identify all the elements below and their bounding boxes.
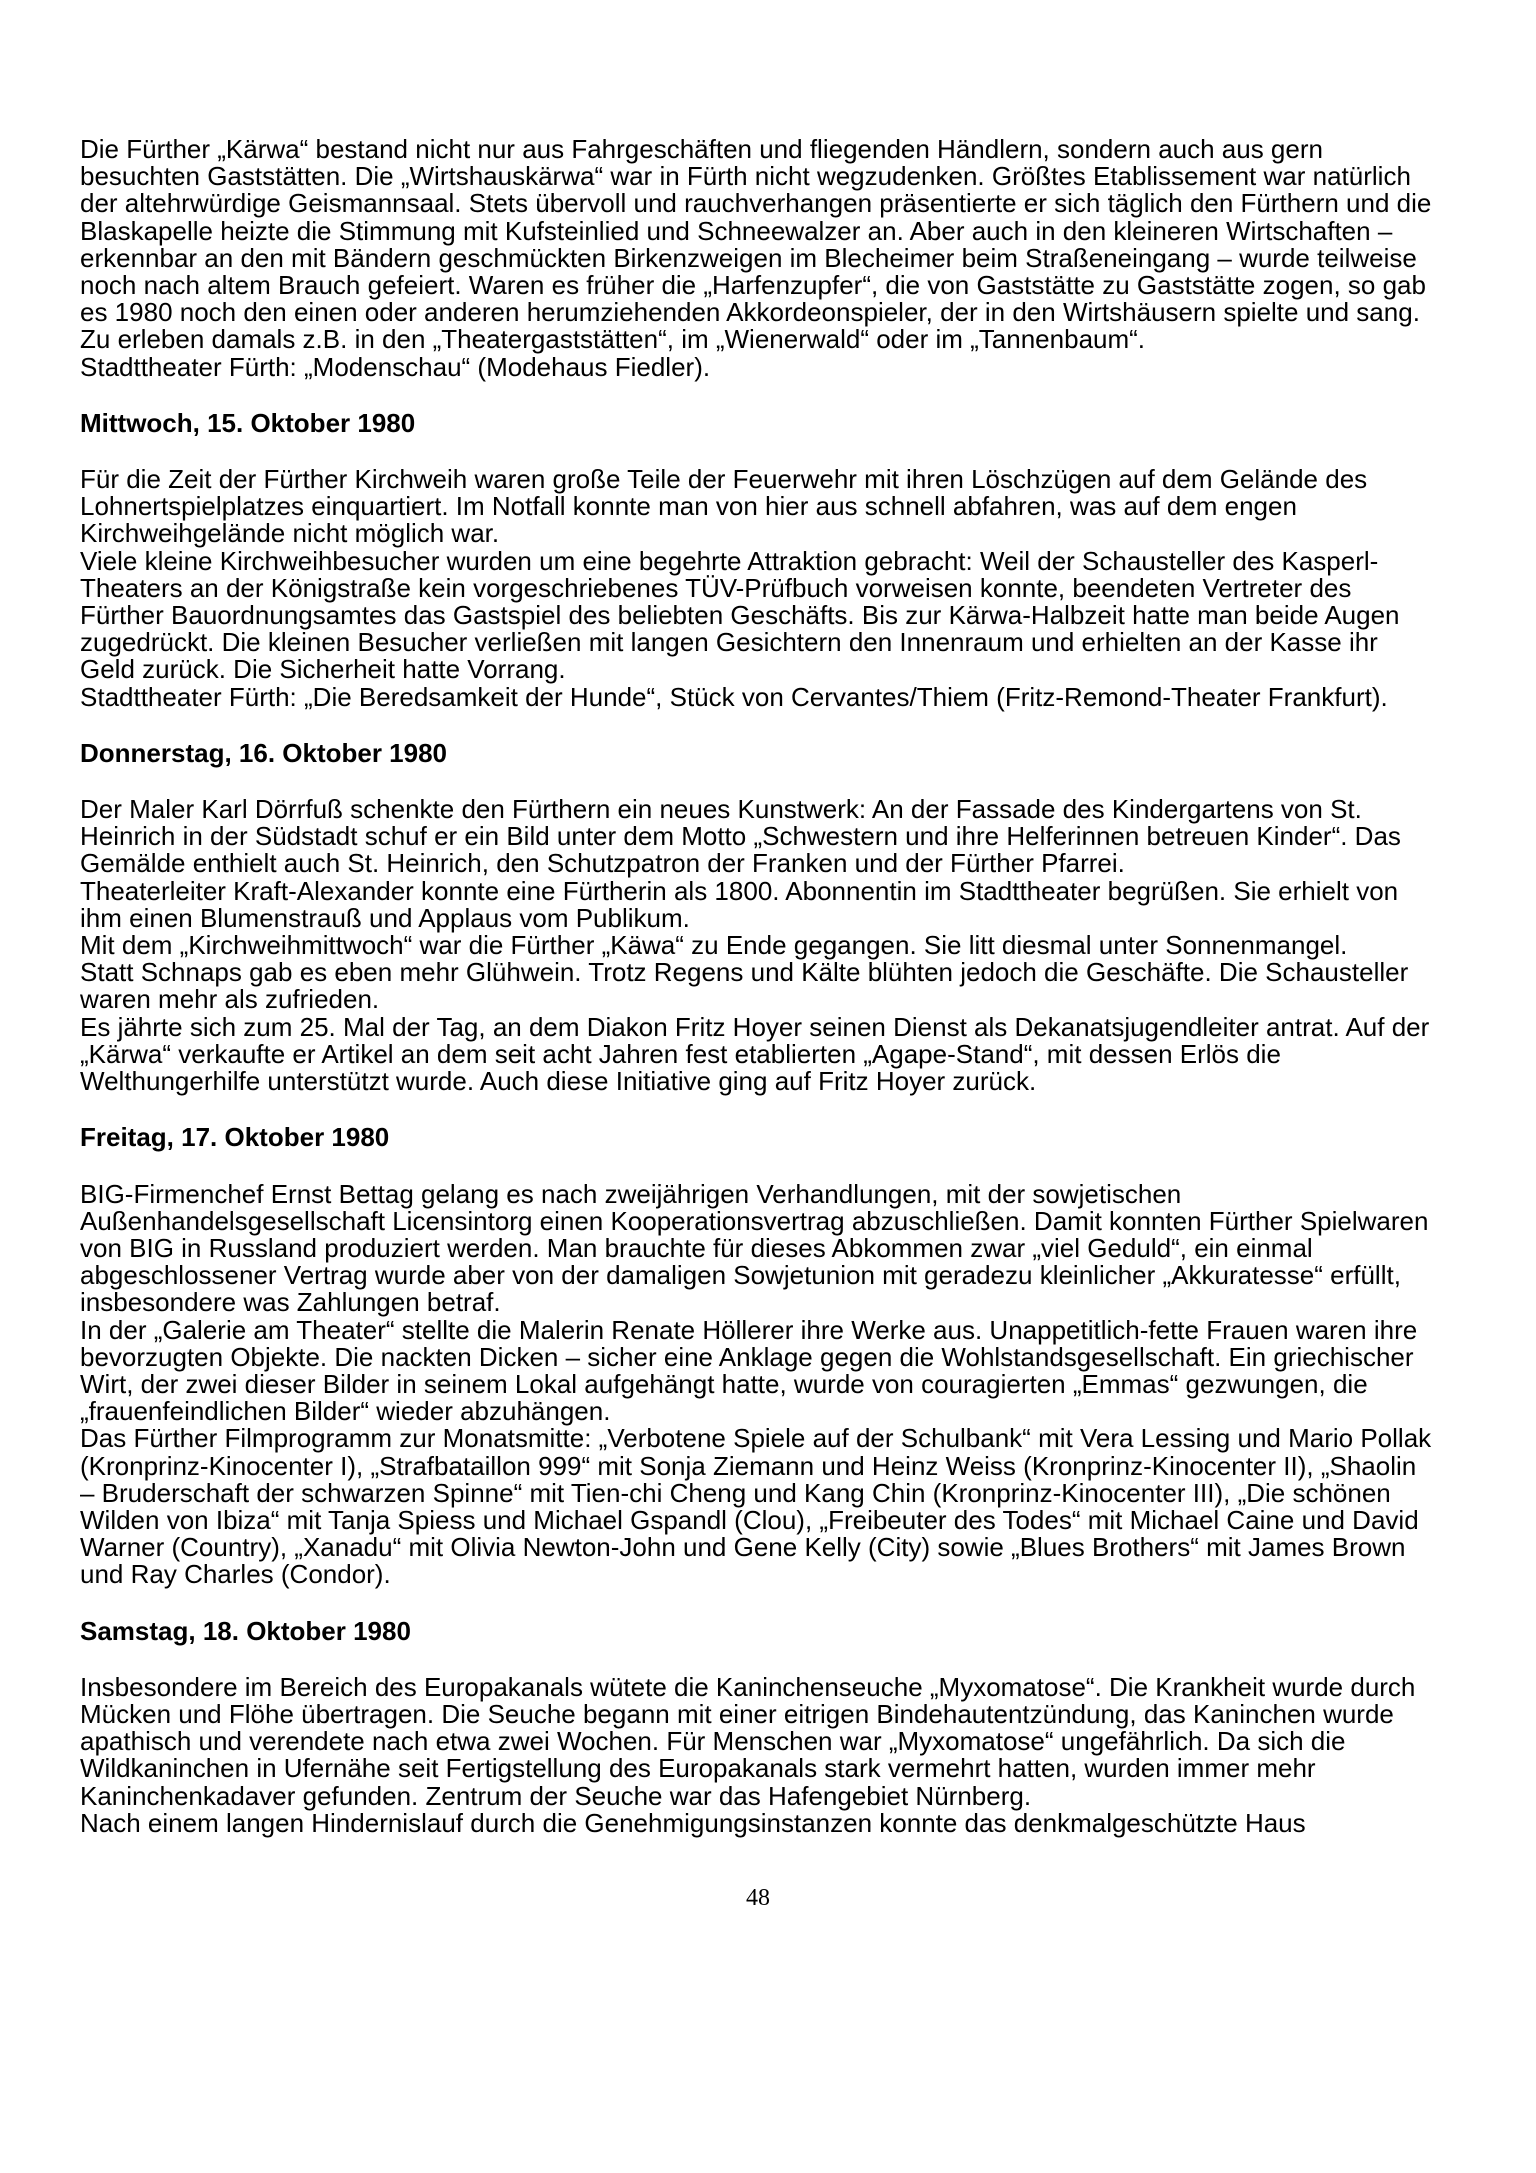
paragraph: Insbesondere im Bereich des Europakanals wütete die Kaninchenseuche „Myxomatose“. Die Krankheit wurde durch Mücken und Flöhe übertragen. Die Seuche begann mit einer eitrigen Bindehautentzündung, das Kaninchen wurde apathisch und verendete nach etwa zwei Wochen. Für Menschen war „Myxomatose“ ungefährlich. Da sich die Wildkaninchen in Ufernähe seit Fertigstellung des Europakanals stark vermehrt hatten, wurden immer mehr Kaninchenkadaver gefunden. Zentrum der Seuche war das Hafengebiet Nürnberg. <box>80 1671 1416 1811</box>
paragraph: BIG-Firmenchef Ernst Bettag gelang es nach zweijährigen Verhandlungen, mit der sowjetischen Außenhandelsgesellschaft Licensintorg einen Kooperationsvertrag abzuschließen. Damit konnten Fürther Spielwaren von BIG in Russland produziert werden. Man brauchte für dieses Abkommen zwar „viel Geduld“, ein einmal abgeschlossener Vertrag wurde aber von der damaligen Sowjetunion mit geradezu kleinlicher „Akkuratesse“ erfüllt, insbesondere was Zahlungen betraf. <box>80 1178 1429 1318</box>
paragraph: Stadttheater Fürth: „Die Beredsamkeit der Hunde“, Stück von Cervantes/Thiem (Fritz-Remond-Theater Frankfurt). <box>80 681 1388 712</box>
paragraph: Es jährte sich zum 25. Mal der Tag, an dem Diakon Fritz Hoyer seinen Dienst als Dekanatsjugendleiter antrat. Auf der „Kärwa“ verkaufte er Artikel an dem seit acht Jahren fest etablierten „Agape-Stand“, mit dessen Erlös die Welthungerhilfe unterstützt wurde. Auch diese Initiative ging auf Fritz Hoyer zurück. <box>80 1011 1430 1097</box>
paragraph: Theaterleiter Kraft-Alexander konnte eine Fürtherin als 1800. Abonnentin im Stadttheater begrüßen. Sie erhielt von ihm einen Blumenstrauß und Applaus vom Publikum. <box>80 875 1399 933</box>
paragraph: Für die Zeit der Fürther Kirchweih waren große Teile der Feuerwehr mit ihren Löschzügen auf dem Gelände des Lohnertspielplatzes einquartiert. Im Notfall konnte man von hier aus schnell abfahren, was auf dem engen Kirchweihgelände nicht möglich war. <box>80 464 1368 549</box>
section-heading: Samstag, 18. Oktober 1980 <box>80 1615 411 1646</box>
paragraph: Nach einem langen Hindernislauf durch die Genehmigungsinstanzen konnte das denkmalgeschützte Haus <box>80 1807 1306 1838</box>
paragraph: Das Fürther Filmprogramm zur Monatsmitte: „Verbotene Spiele auf der Schulbank“ mit Vera Lessing und Mario Pollak (Kronprinz-Kinocenter I), „Strafbataillon 999“ mit Sonja Ziemann und Heinz Weiss (Kronprinz-Kinocenter II), „Shaolin – Bruderschaft der schwarzen Spinne“ mit Tien-chi Cheng und Kang Chin (Kronprinz-Kinocenter III), „Die schönen Wilden von Ibiza“ mit Tanja Spiess und Michael Gspandl (Clou), „Freibeuter des Todes“ mit Michael Caine und David Warner (Country), „Xanadu“ mit Olivia Newton-John und Gene Kelly (City) sowie „Blues Brothers“ mit James Brown und Ray Charles (Condor). <box>80 1423 1432 1590</box>
page-number: 48 <box>746 1884 770 1911</box>
paragraph: Der Maler Karl Dörrfuß schenkte den Fürthern ein neues Kunstwerk: An der Fassade des Kindergartens von St. Heinrich in der Südstadt schuf er ein Bild unter dem Motto „Schwestern und ihre Helferinnen betreuen Kinder“. Das Gemälde enthielt auch St. Heinrich, den Schutzpatron der Franken und der Fürther Pfarrei. <box>80 794 1401 879</box>
paragraph: Stadttheater Fürth: „Modenschau“ (Modehaus Fiedler). <box>80 351 711 382</box>
paragraph: Viele kleine Kirchweihbesucher wurden um eine begehrte Attraktion gebracht: Weil der Schausteller des Kasperl-Theaters an der Königstraße kein vorgeschriebenes TÜV-Prüfbuch vorweisen konnte, beendeten Vertreter des Fürther Bauordnungsamtes das Gastspiel des beliebten Geschäfts. Bis zur Kärwa-Halbzeit hatte man beide Augen zugedrückt. Die kleinen Besucher verließen mit langen Gesichtern den Innenraum und erhielten an der Kasse ihr Geld zurück. Die Sicherheit hatte Vorrang. <box>80 545 1400 685</box>
paragraph: Statt Schnaps gab es eben mehr Glühwein. Trotz Regens und Kälte blühten jedoch die Geschäfte. Die Schausteller waren mehr als zufrieden. <box>80 957 1409 1015</box>
paragraph: Mit dem „Kirchweihmittwoch“ war die Fürther „Käwa“ zu Ende gegangen. Sie litt diesmal unter Sonnenmangel. <box>80 930 1348 961</box>
section-heading: Freitag, 17. Oktober 1980 <box>80 1122 390 1153</box>
paragraph: Die Fürther „Kärwa“ bestand nicht nur aus Fahrgeschäften und fliegenden Händlern, sondern auch aus gern besuchten Gaststätten. Die „Wirtshauskärwa“ war in Fürth nicht wegzudenken. Größtes Etablissement war natürlich der altehrwürdige Geismannsaal. Stets übervoll und rauchverhangen präsentierte er sich täglich den Fürthern und die Blaskapelle heizte die Stimmung mit Kufsteinlied und Schneewalzer an. Aber auch in den kleineren Wirtschaften – erkennbar an den mit Bändern geschmückten Birkenzweigen im Blecheimer beim Straßeneingang – wurde teilweise noch nach altem Brauch gefeiert. Waren es früher die „Harfenzupfer“, die von Gaststätte zu Gaststätte zogen, so gab es 1980 noch den einen oder anderen herumziehenden Akkordeonspieler, der in den Wirtshäusern spielte und sang. Zu erleben damals z.B. in den „Theatergaststätten“, im „Wienerwald“ oder im „Tannenbaum“. <box>80 134 1432 355</box>
paragraph: In der „Galerie am Theater“ stellte die Malerin Renate Höllerer ihre Werke aus. Unappetitlich-fette Frauen waren ihre bevorzugten Objekte. Die nackten Dicken – sicher eine Anklage gegen die Wohlstandsgesellschaft. Ein griechischer Wirt, der zwei dieser Bilder in seinem Lokal aufgehängt hatte, wurde von couragierten „Emmas“ gezwungen, die „frauenfeindlichen Bilder“ wieder abzuhängen. <box>80 1314 1418 1427</box>
section-heading: Donnerstag, 16. Oktober 1980 <box>80 737 448 768</box>
section-heading: Mittwoch, 15. Oktober 1980 <box>80 407 416 438</box>
